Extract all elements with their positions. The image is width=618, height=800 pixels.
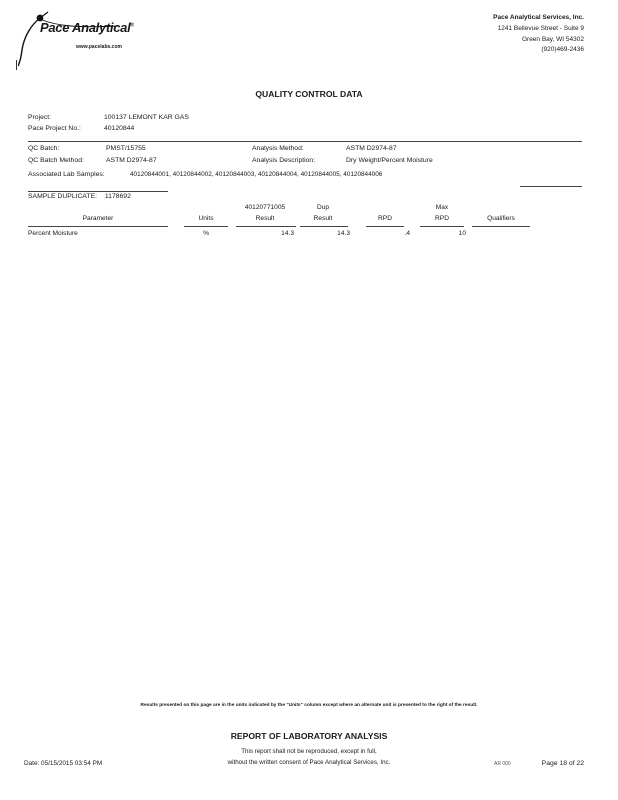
- qc-batch-method-label: QC Batch Method:: [28, 157, 84, 164]
- pace-project-value: 40120844: [104, 125, 135, 132]
- project-label: Project:: [28, 114, 52, 121]
- logo-url: www.pacelabs.com: [76, 44, 122, 50]
- analysis-description-value: Dry Weight/Percent Moisture: [346, 157, 433, 164]
- reproduction-notice-line2: without the written consent of Pace Analytical Services, Inc.: [227, 759, 391, 766]
- cell-dup-result: 14.3: [337, 230, 350, 237]
- cell-max-rpd: 10: [458, 230, 466, 237]
- pace-project-label: Pace Project No.:: [28, 125, 81, 132]
- header-underline: [472, 226, 530, 227]
- company-phone: (920)469-2436: [541, 46, 584, 53]
- company-city: Green Bay, WI 54302: [521, 36, 584, 43]
- cell-parameter: Percent Moisture: [28, 230, 78, 237]
- header-underline: [28, 226, 168, 227]
- col-units: Units: [198, 215, 214, 222]
- associated-samples-label: Associated Lab Samples:: [28, 171, 105, 178]
- header-underline: [184, 226, 228, 227]
- report-date: Date: 05/15/2015 03:54 PM: [24, 760, 103, 767]
- company-street: 1241 Bellevue Street - Suite 9: [497, 25, 584, 32]
- col-parameter: Parameter: [82, 215, 114, 222]
- col-dup-top: Dup: [316, 204, 330, 211]
- divider: [28, 141, 582, 142]
- col-qualifiers: Qualifiers: [487, 215, 515, 222]
- col-dup-result: Result: [313, 215, 333, 222]
- initials-marks: AR 000: [494, 761, 511, 767]
- col-result: Result: [255, 215, 275, 222]
- header-underline: [366, 226, 404, 227]
- divider: [28, 191, 168, 192]
- analysis-description-label: Analysis Description:: [252, 157, 316, 164]
- col-max-top: Max: [435, 204, 449, 211]
- reproduction-notice-line1: This report shall not be reproduced, except in full,: [241, 748, 377, 755]
- logo-wordmark: Pace Analytical®: [40, 20, 134, 35]
- logo-swoosh-graphic: [18, 10, 148, 68]
- divider: [520, 186, 582, 187]
- page-number: Page 18 of 22: [541, 760, 584, 767]
- col-rpd: RPD: [378, 215, 392, 222]
- header-underline: [300, 226, 348, 227]
- cell-rpd: .4: [404, 230, 410, 237]
- qc-batch-label: QC Batch:: [28, 145, 60, 152]
- units-footnote: Results presented on this page are in the units indicated by the "Units" column except where an alternate unit is presented to the right of the result.: [140, 703, 478, 708]
- sample-duplicate-id: 1178692: [104, 193, 131, 200]
- analysis-method-label: Analysis Method:: [252, 145, 304, 152]
- qc-batch-value: PMST/15755: [106, 145, 146, 152]
- col-max-rpd: RPD: [435, 215, 449, 222]
- qc-batch-method-value: ASTM D2974-87: [106, 157, 157, 164]
- report-title: REPORT OF LABORATORY ANALYSIS: [230, 731, 388, 741]
- cell-result: 14.3: [281, 230, 294, 237]
- cell-units: %: [203, 230, 209, 237]
- header-underline: [236, 226, 296, 227]
- associated-samples-value: 40120844001, 40120844002, 40120844003, 40120844004, 40120844005, 40120844006: [130, 171, 383, 178]
- project-value: 100137 LEMONT KAR GAS: [104, 114, 189, 121]
- analysis-method-value: ASTM D2974-87: [346, 145, 397, 152]
- sample-duplicate-label: SAMPLE DUPLICATE: 1178692: [28, 193, 131, 200]
- col-result-sample-id: 40120771005: [244, 204, 286, 211]
- company-name: Pace Analytical Services, Inc.: [493, 14, 584, 21]
- page-title: QUALITY CONTROL DATA: [255, 89, 363, 99]
- margin-mark: [16, 60, 17, 70]
- company-logo: [18, 10, 148, 68]
- header-underline: [420, 226, 464, 227]
